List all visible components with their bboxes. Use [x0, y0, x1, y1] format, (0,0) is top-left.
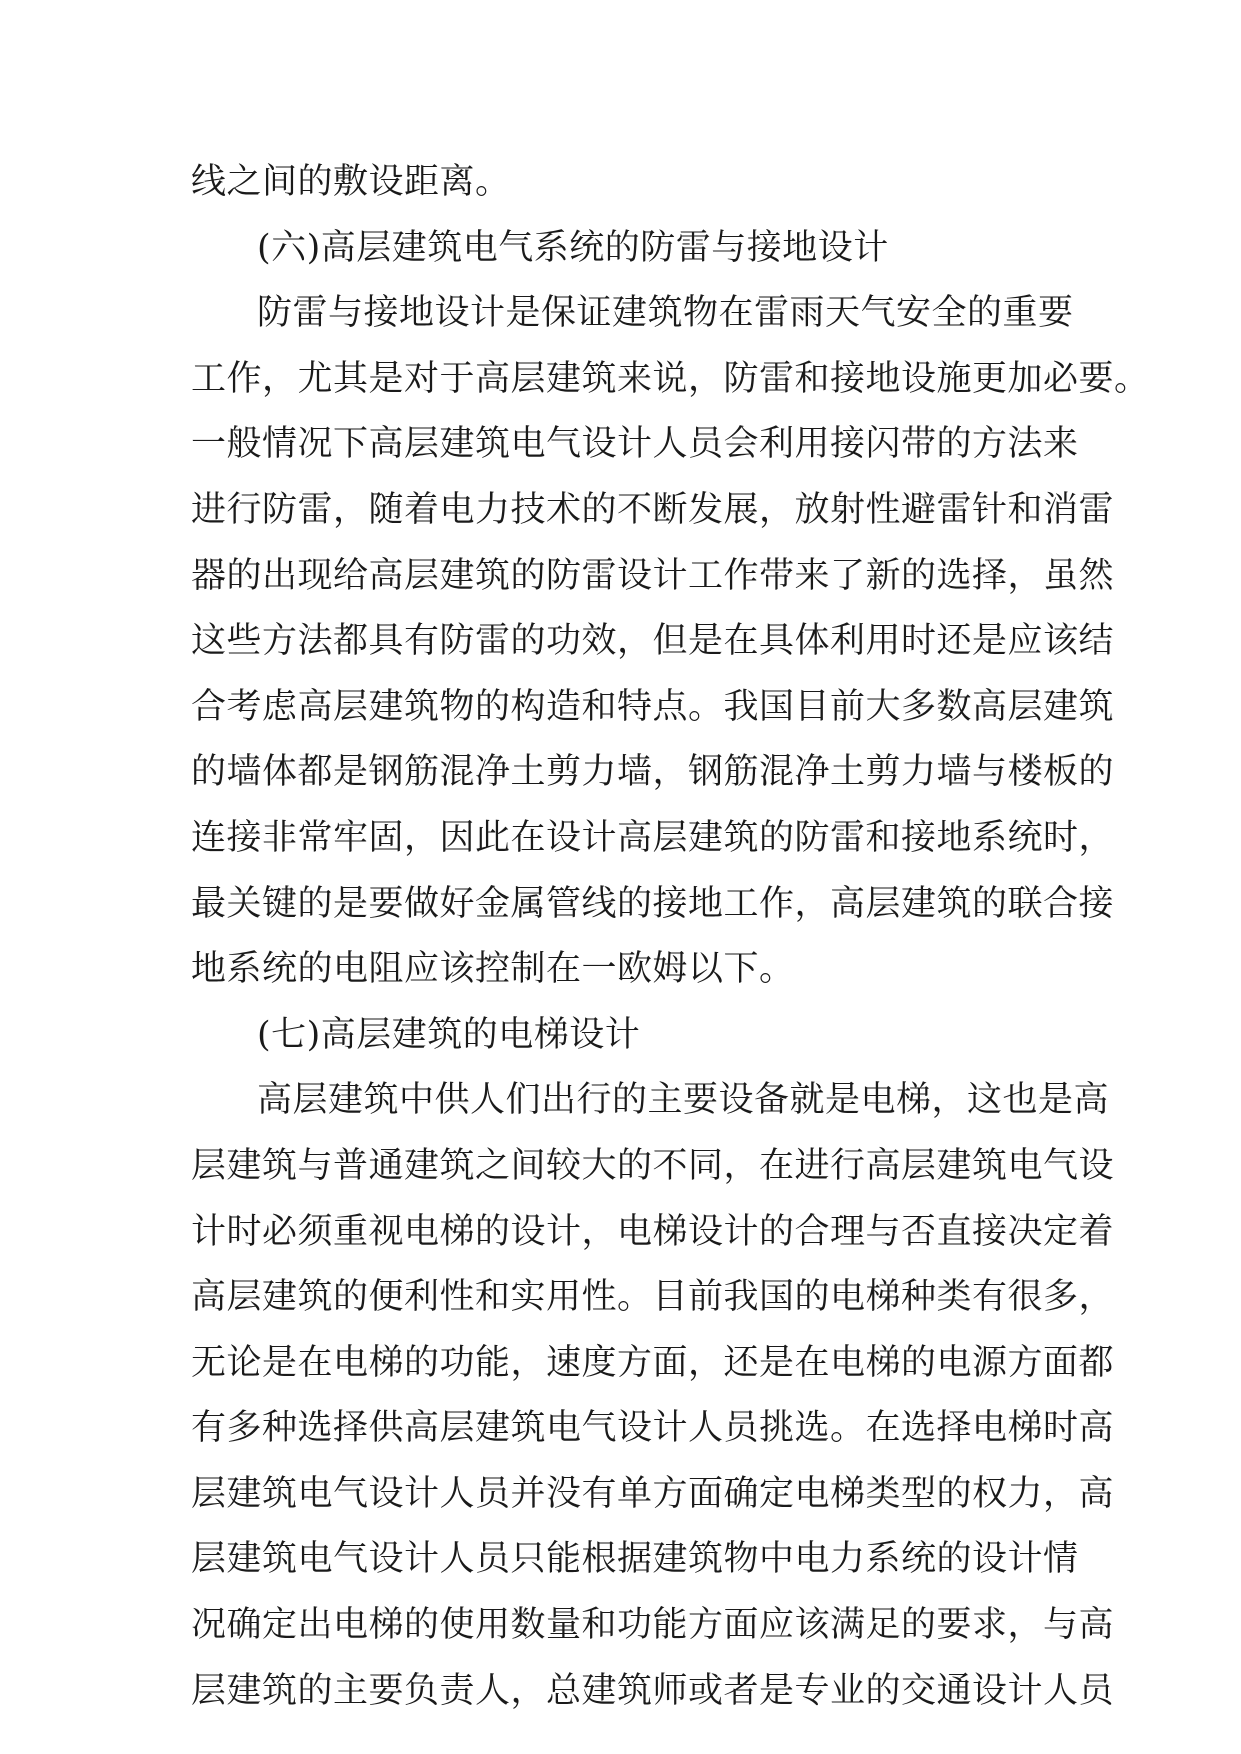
text-line: 况确定出电梯的使用数量和功能方面应该满足的要求，与高 — [191, 1605, 1115, 1646]
text-line: 合考虑高层建筑物的构造和特点。我国目前大多数高层建筑 — [191, 686, 1115, 727]
paragraph-elevator-design — [191, 1068, 1115, 1724]
text-line: 层建筑与普通建筑之间较大的不同，在进行高层建筑电气设 — [191, 1145, 1115, 1186]
text-line: 一般情况下高层建筑电气设计人员会利用接闪带的方法来 — [191, 424, 1079, 465]
document-page — [191, 150, 1150, 1724]
text-line: 连接非常牢固，因此在设计高层建筑的防雷和接地系统时， — [191, 817, 1115, 858]
section-heading-text: (六)高层建筑电气系统的防雷与接地设计 — [257, 227, 889, 268]
text-line: 地系统的电阻应该控制在一欧姆以下。 — [191, 949, 795, 990]
section-heading-6 — [191, 216, 1053, 282]
text-line: 高层建筑的便利性和实用性。目前我国的电梯种类有很多， — [191, 1277, 1115, 1318]
text-line: 工作，尤其是对于高层建筑来说，防雷和接地设施更加必要。 — [191, 358, 1150, 399]
text-line: 这些方法都具有防雷的功效，但是在具体利用时还是应该结 — [191, 621, 1115, 662]
text-line: 无论是在电梯的功能，速度方面，还是在电梯的电源方面都 — [191, 1342, 1115, 1383]
section-heading-text: (七)高层建筑的电梯设计 — [257, 1014, 641, 1055]
text-line: 层建筑电气设计人员并没有单方面确定电梯类型的权力，高 — [191, 1473, 1115, 1514]
section-heading-7 — [191, 1003, 1053, 1069]
text-line: 计时必须重视电梯的设计，电梯设计的合理与否直接决定着 — [191, 1211, 1115, 1252]
text-line: 有多种选择供高层建筑电气设计人员挑选。在选择电梯时高 — [191, 1408, 1115, 1449]
text-line: 器的出现给高层建筑的防雷设计工作带来了新的选择，虽然 — [191, 555, 1115, 596]
text-line: 的墙体都是钢筋混净土剪力墙，钢筋混净土剪力墙与楼板的 — [191, 752, 1115, 793]
text-line: 高层建筑中供人们出行的主要设备就是电梯，这也是高 — [257, 1080, 1110, 1121]
text-line: 层建筑的主要负责人，总建筑师或者是专业的交通设计人员 — [191, 1670, 1115, 1711]
text-line: 防雷与接地设计是保证建筑物在雷雨天气安全的重要 — [257, 293, 1074, 334]
paragraph-continuation — [191, 150, 1053, 216]
text-line: 层建筑电气设计人员只能根据建筑物中电力系统的设计情 — [191, 1539, 1079, 1580]
text-line: 线之间的敷设距离。 — [191, 162, 511, 202]
paragraph-lightning-protection — [191, 281, 1150, 1003]
text-line: 进行防雷，随着电力技术的不断发展，放射性避雷针和消雷 — [191, 489, 1115, 530]
text-line: 最关键的是要做好金属管线的接地工作，高层建筑的联合接 — [191, 883, 1115, 924]
